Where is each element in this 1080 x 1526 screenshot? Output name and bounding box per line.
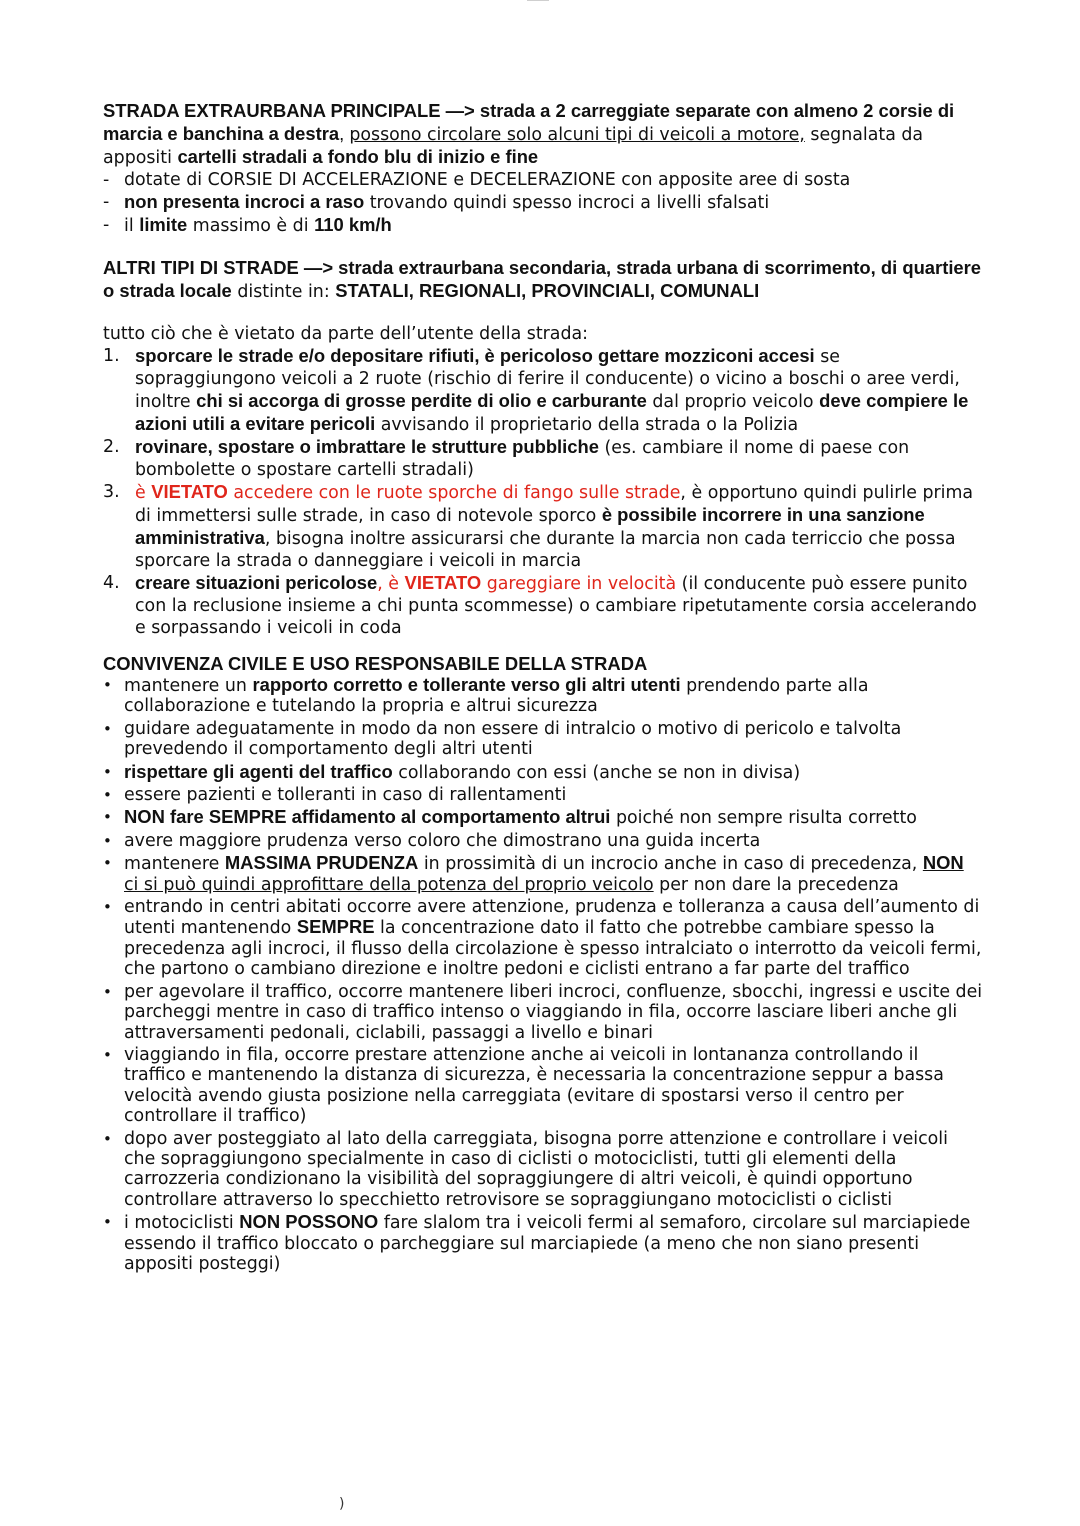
text: guidare adeguatamente in modo da non essere di intralcio o motivo di pericolo e talvolta prevedendo il comportamento degli altri utenti bbox=[124, 718, 902, 760]
text: viaggiando in fila, occorre prestare attenzione anche ai veicoli in lontananza controllando il traffico e mantenendo la distanza di sicurezza, è necessaria la concentrazione seppur a bassa velocità avendo giusta posizione nella carreggiata (evitare di spostarsi verso il centro per controllare il traffico) bbox=[124, 1044, 944, 1127]
list-item bbox=[103, 191, 983, 214]
section-1-paragraph bbox=[103, 100, 983, 169]
bold-text: sporcare le strade e/o depositare rifiuti, è pericoloso gettare mozziconi accesi bbox=[135, 345, 815, 366]
list-item bbox=[103, 831, 983, 851]
section-1-title: STRADA EXTRAURBANA PRINCIPALE bbox=[103, 100, 441, 121]
bold-text: chi si accorga di grosse perdite di olio e carburante bbox=[196, 390, 647, 411]
text: (il conducente può essere punito con la reclusione insieme a chi punta scommesse) o cambiare ripetutamente corsia accelerando e sorpassando i veicoli in coda bbox=[135, 574, 977, 638]
dash-marker: - bbox=[103, 215, 110, 235]
text: per non dare la precedenza bbox=[653, 874, 899, 895]
bold-text: non presenta incroci a raso bbox=[124, 191, 365, 212]
bold-text: MASSIMA PRUDENZA bbox=[224, 852, 419, 874]
bold-text: NON fare SEMPRE affidamento al comportamento altrui bbox=[124, 806, 611, 828]
item-number: 1. bbox=[103, 346, 120, 366]
document-page bbox=[103, 100, 983, 1276]
top-edge-mark bbox=[527, 0, 549, 1]
text: fare slalom tra i veicoli fermi al semaforo, circolare sul marciapiede essendo il traffico bloccato o parcheggiare sul marciapiede (a meno che non siano presenti appositi posteggi) bbox=[124, 1213, 971, 1274]
text: prendendo parte alla collaborazione e tutelando la propria e altrui sicurezza bbox=[124, 676, 869, 717]
underlined-note: possono circolare solo alcuni tipi di veicoli a motore, bbox=[349, 125, 805, 145]
arrow: —> bbox=[440, 100, 480, 121]
numbered-list bbox=[103, 345, 983, 639]
text: distinte in: bbox=[231, 282, 336, 302]
list-item bbox=[103, 719, 983, 760]
red-text: , è bbox=[377, 574, 405, 594]
list-item bbox=[103, 169, 983, 191]
bullet-marker: • bbox=[103, 898, 112, 917]
text: avvisando il proprietario della strada o la Polizia bbox=[375, 415, 799, 435]
dash-marker: - bbox=[103, 170, 110, 190]
text: dopo aver posteggiato al lato della carreggiata, bisogna porre attenzione e controllare i veicoli che sopraggiungono specialmente in caso di ciclisti o motociclisti, tutti gli elementi della carrozzeria condizionano la visibilità del sopraggiungere di altri veicoli, è quindi opportuno controllare attraverso lo specchietto retrovisore se sopraggiungano motociclisti o ciclisti bbox=[124, 1128, 948, 1210]
text: il bbox=[124, 216, 140, 236]
bullet-marker: • bbox=[103, 808, 112, 827]
section-convivenza-civile bbox=[103, 653, 983, 1274]
text: massimo è di bbox=[187, 216, 315, 236]
text: essere pazienti e tolleranti in caso di rallentamenti bbox=[124, 785, 567, 806]
bold-text: SEMPRE bbox=[296, 916, 375, 938]
item-number: 3. bbox=[103, 482, 120, 502]
red-text: accedere con le ruote sporche di fango sulle strade bbox=[227, 483, 681, 503]
bold-text: rapporto corretto e tollerante verso gli altri utenti bbox=[252, 674, 681, 695]
text: se sopraggiungono veicoli a 2 ruote (rischio di ferire il conducente) o vicino a boschi o aree verdi, inoltre bbox=[135, 347, 960, 412]
bold-text: cartelli stradali a fondo blu di inizio e fine bbox=[177, 146, 539, 167]
list-item bbox=[103, 1212, 983, 1274]
text: per agevolare il traffico, occorre mantenere liberi incroci, confluenze, sbocchi, ingressi e uscite dei parcheggi mentre in caso di traffico intenso o viaggiando in fila, occorre lasciare liberi anche gli attraversamenti pedonali, ciclabili, passaggi a livello e binari bbox=[124, 981, 983, 1043]
list-item bbox=[103, 807, 983, 828]
bullet-marker: • bbox=[103, 831, 112, 850]
bold-text: limite bbox=[139, 214, 188, 235]
text: trovando quindi spesso incroci a livelli sfalsati bbox=[364, 193, 770, 213]
text: poiché non sempre risulta corretto bbox=[610, 808, 917, 829]
list-item bbox=[103, 436, 983, 481]
text: in prossimità di un incrocio anche in caso di precedenza, bbox=[418, 854, 923, 875]
bold-text: creare situazioni pericolose bbox=[135, 572, 378, 593]
underlined-text: ci si può quindi approfittare della potenza del proprio veicolo bbox=[124, 874, 654, 895]
text: mantenere bbox=[124, 854, 225, 875]
text: collaborando con essi (anche se non in divisa) bbox=[392, 762, 801, 783]
section-divieti bbox=[103, 323, 983, 639]
bold-text: rovinare, spostare o imbrattare le strutture pubbliche bbox=[135, 436, 599, 457]
item-number: 4. bbox=[103, 573, 120, 593]
list-item bbox=[103, 481, 983, 572]
text: dal proprio veicolo bbox=[646, 392, 820, 412]
item-number: 2. bbox=[103, 437, 120, 457]
section-4-title: CONVIVENZA CIVILE E USO RESPONSABILE DELLA STRADA bbox=[103, 653, 648, 674]
bullet-marker: • bbox=[103, 786, 112, 805]
bold-text: deve compiere le azioni utili a evitare pericoli bbox=[135, 390, 969, 434]
text: avere maggiore prudenza verso coloro che dimostrano una guida incerta bbox=[124, 830, 761, 851]
bullet-marker: • bbox=[103, 1129, 112, 1148]
text: dotate di CORSIE DI ACCELERAZIONE e DECELERAZIONE con apposite aree di sosta bbox=[124, 170, 851, 190]
list-item bbox=[103, 1045, 983, 1127]
bullet-list bbox=[103, 675, 983, 1274]
bold-text: NON POSSONO bbox=[239, 1211, 379, 1233]
list-item bbox=[103, 572, 983, 639]
bullet-marker: • bbox=[103, 1213, 112, 1232]
bullet-marker: • bbox=[103, 982, 112, 1001]
stray-mark: ) bbox=[339, 1496, 345, 1512]
text: (es. cambiare il nome di paese con bombolette o spostare cartelli stradali) bbox=[135, 438, 910, 480]
list-item bbox=[103, 1129, 983, 1211]
dash-list bbox=[103, 169, 983, 237]
list-item bbox=[103, 785, 983, 805]
text: segnalata da appositi bbox=[103, 125, 924, 168]
list-item bbox=[103, 345, 983, 436]
red-text: gareggiare in velocità bbox=[481, 574, 677, 594]
section-altri-tipi bbox=[103, 257, 983, 303]
bullet-marker: • bbox=[103, 854, 112, 873]
bold-text: STATALI, REGIONALI, PROVINCIALI, COMUNALI bbox=[335, 280, 760, 301]
bold-text: 110 km/h bbox=[314, 214, 392, 235]
text: mantenere un bbox=[124, 676, 253, 696]
list-item bbox=[103, 982, 983, 1043]
section-1-definition: strada a 2 carreggiate separate con almeno 2 corsie di marcia e banchina a destra bbox=[103, 100, 955, 144]
text: entrando in centri abitati occorre avere attenzione, prudenza e tolleranza a causa dell’aumento di utenti mantenendo bbox=[124, 897, 980, 939]
underlined-bold-text: NON bbox=[922, 852, 964, 874]
list-item bbox=[103, 762, 983, 783]
red-text: è bbox=[135, 483, 152, 503]
comma: , bbox=[339, 123, 350, 144]
red-bold-text: VIETATO bbox=[404, 572, 482, 593]
text: , è opportuno quindi pulirle prima di immettersi sulle strade, in caso di notevole sporco bbox=[135, 483, 974, 526]
list-item bbox=[103, 214, 983, 237]
bold-text: è possibile incorrere in una sanzione amministrativa bbox=[135, 504, 925, 548]
list-item bbox=[103, 675, 983, 717]
section-strada-extraurbana bbox=[103, 100, 983, 237]
section-2-title: ALTRI TIPI DI STRADE —> strada extraurbana secondaria, strada urbana di scorrimento, di quartiere o strada locale bbox=[103, 257, 982, 301]
intro-text: tutto ciò che è vietato da parte dell’utente della strada: bbox=[103, 324, 589, 344]
list-item bbox=[103, 897, 983, 980]
text: , bisogna inoltre assicurarsi che durante la marcia non cada terriccio che possa sporcare la strada o danneggiare i veicoli in marcia bbox=[135, 529, 956, 571]
bullet-marker: • bbox=[103, 719, 112, 738]
bullet-marker: • bbox=[103, 762, 112, 781]
bullet-marker: • bbox=[103, 1045, 112, 1064]
text: i motociclisti bbox=[124, 1213, 240, 1234]
list-item bbox=[103, 853, 983, 895]
bullet-marker: • bbox=[103, 676, 112, 694]
text: la concentrazione dato il fatto che potrebbe cambiare spesso la precedenza agli incroci, il flusso della circolazione è spesso intralciato o interrotto da veicoli fermi, che partono o cambiano direzione e inoltre pedoni e ciclisti entrano a far parte del traffico bbox=[124, 918, 982, 980]
dash-marker: - bbox=[103, 192, 110, 212]
red-bold-text: VIETATO bbox=[151, 481, 228, 502]
bold-text: rispettare gli agenti del traffico bbox=[124, 760, 393, 782]
